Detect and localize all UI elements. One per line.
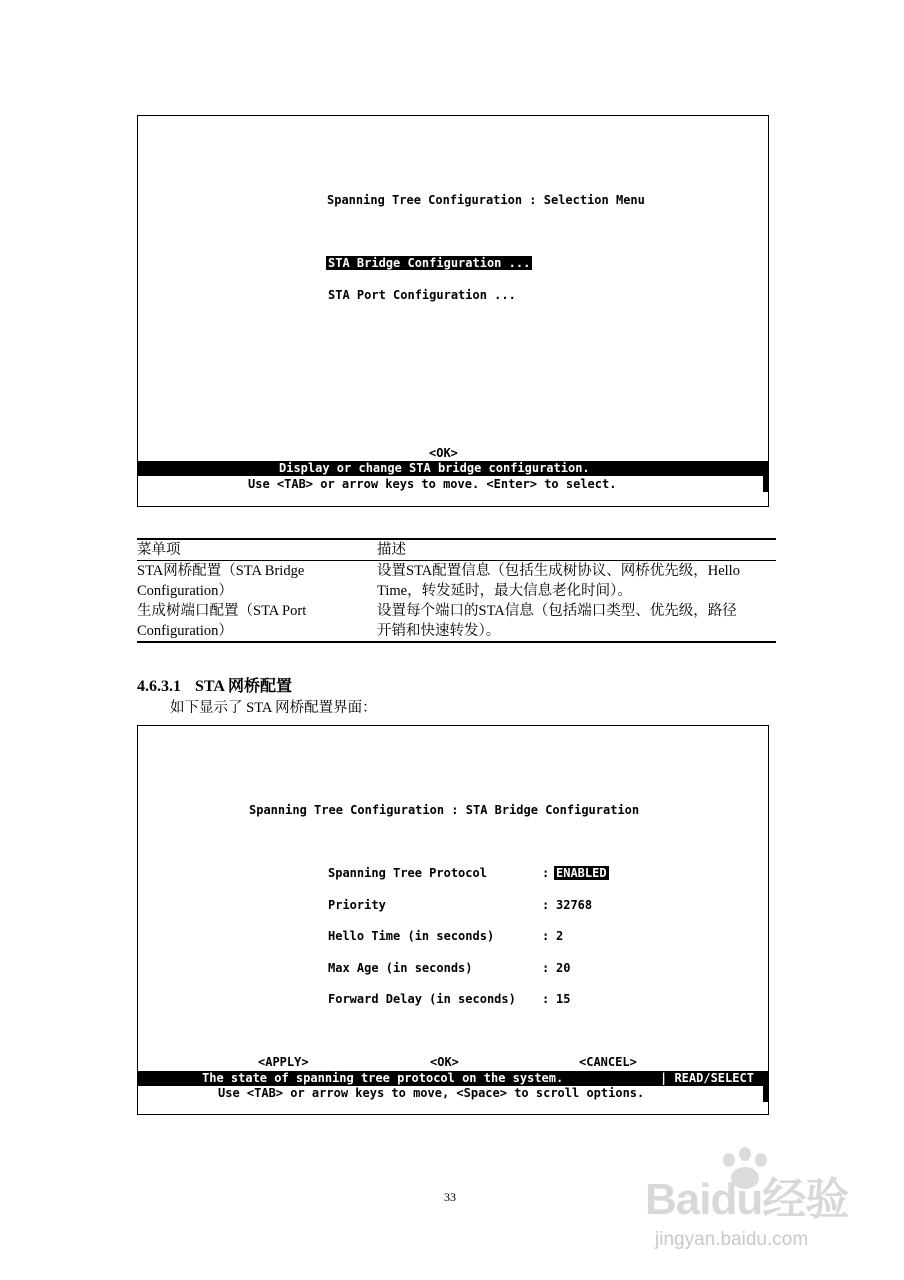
field-separator: : [542,929,550,943]
page-number: 33 [444,1190,456,1204]
max-age-value[interactable]: 20 [556,961,571,975]
section-title: STA 网桥配置 [195,678,293,695]
menu-item-sta-port-configuration[interactable]: STA Port Configuration ... [328,288,516,302]
status-bar [138,461,768,476]
section-intro: 如下显示了 STA 网桥配置界面： [170,700,377,716]
status-bar [138,1071,768,1086]
sta-selection-menu-screenshot [137,115,769,507]
menu-item-line: Configuration） [137,623,233,639]
sta-bridge-configuration-screenshot [137,725,769,1115]
help-text: Use <TAB> or arrow keys to move. <Enter> to select. [248,477,617,491]
field-separator: : [542,961,550,975]
table-row [137,601,776,642]
screen-title: Spanning Tree Configuration : Selection Menu [327,193,645,207]
description-cell [377,561,776,602]
baidu-jingyan-watermark [645,1145,860,1270]
ok-button[interactable]: <OK> [429,446,458,460]
priority-value[interactable]: 32768 [556,898,593,912]
cursor-block [763,476,768,492]
field-label-priority: Priority [328,898,386,912]
description-line: Time，转发延时，最大信息老化时间）。 [377,583,632,599]
field-label-max-age: Max Age (in seconds) [328,961,473,975]
watermark-url: jingyan.baidu.com [655,1229,809,1250]
spanning-tree-protocol-value[interactable]: ENABLED [556,866,607,880]
table-row [137,561,776,602]
description-line: 设置每个端口的STA信息（包括端口类型、优先级，路径 [377,603,737,619]
apply-button[interactable]: <APPLY> [258,1055,309,1069]
mode-indicator: | READ/SELECT [660,1071,754,1085]
watermark-logo-text: Baidu经验 [645,1175,849,1224]
ok-button[interactable]: <OK> [430,1055,459,1069]
status-text: Display or change STA bridge configuration. [279,461,590,475]
header-description: 描述 [377,542,406,558]
screen-title: Spanning Tree Configuration : STA Bridge Configuration [249,803,640,817]
field-label-forward-delay: Forward Delay (in seconds) [328,992,516,1006]
menu-item-cell [137,601,377,642]
field-separator: : [542,866,550,880]
status-text: The state of spanning tree protocol on the system. [202,1071,564,1085]
forward-delay-value[interactable]: 15 [556,992,571,1006]
section-number: 4.6.3.1 [137,678,181,695]
description-line: 设置STA配置信息（包括生成树协议、网桥优先级，Hello [377,563,740,579]
menu-item-line: STA网桥配置（STA Bridge [137,563,305,579]
field-label-spanning-tree-protocol: Spanning Tree Protocol [328,866,487,880]
description-line: 开销和快速转发）。 [377,623,501,639]
header-menu-item: 菜单项 [137,542,181,558]
table-header-row [137,539,776,561]
menu-item-line: Configuration） [137,583,233,599]
menu-description-table [137,538,776,643]
field-separator: : [542,992,550,1006]
menu-item-line: 生成树端口配置（STA Port [137,603,307,619]
cursor-block [763,1086,768,1102]
help-text: Use <TAB> or arrow keys to move, <Space> to scroll options. [218,1086,645,1100]
description-cell [377,601,776,642]
menu-item-cell [137,561,377,602]
field-label-hello-time: Hello Time (in seconds) [328,929,495,943]
cancel-button[interactable]: <CANCEL> [579,1055,637,1069]
hello-time-value[interactable]: 2 [556,929,564,943]
field-separator: : [542,898,550,912]
menu-item-sta-bridge-configuration[interactable]: STA Bridge Configuration ... [328,256,531,270]
section-heading [137,673,292,696]
